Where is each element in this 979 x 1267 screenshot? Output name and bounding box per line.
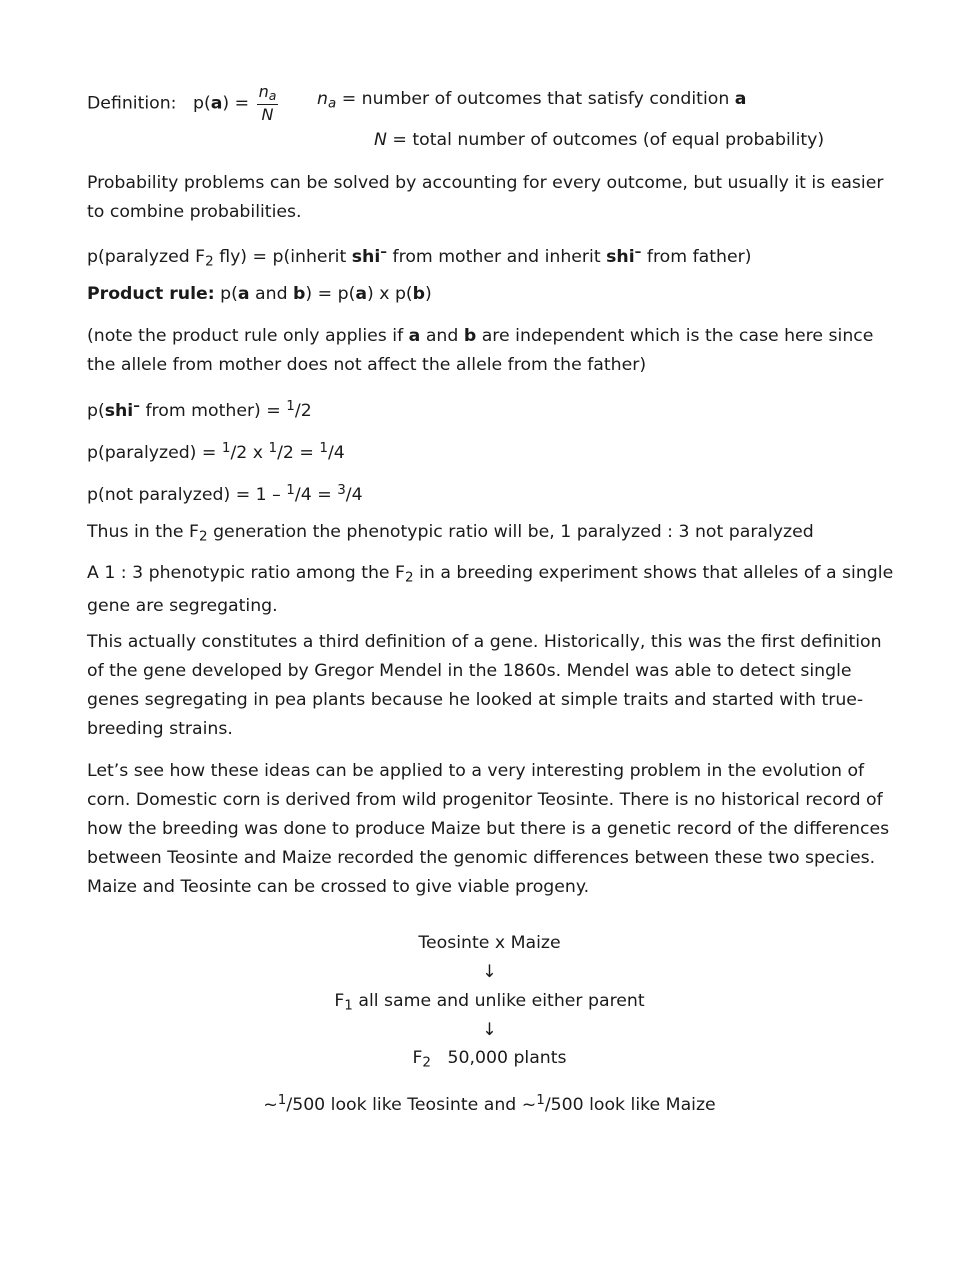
probability-fraction [257,84,279,123]
arrow-down-icon: ↓ [482,1020,497,1040]
line-paralyzed-fly [87,238,899,276]
text-segment: p( [214,284,238,304]
text-segment: – [634,244,642,260]
text-segment: 50,000 plants [431,1048,567,1068]
note-independence [87,322,899,380]
text-segment: F [412,1048,423,1068]
text-segment: a [355,284,367,304]
text-segment: n [317,89,328,109]
thus-line [87,518,899,551]
text-segment: /4 = [294,485,338,506]
p-not-paralyzed-line [87,476,899,510]
text-segment: – [380,244,388,260]
mendel-paragraph: This actually constitutes a third definition of a gene. Historically, this was the first definition of the gene developed by Gregor Mendel in the 1860s. Mendel was able to detect single genes segregating in pea plants because he looked at simple traits and started with true-breeding strains. [87,632,882,739]
text-segment: ) x p( [367,284,413,304]
cross-f2 [0,1044,979,1077]
cross-result [0,1086,979,1120]
text-segment: /2 x [230,443,269,464]
corn-paragraph: Let’s see how these ideas can be applied to a very interesting problem in the evolution of corn. Domestic corn is derived from wild progenitor Teosinte. There is no historical record of how the breeding was done to produce Maize but there is a genetic record of the differences between Teosinte and Maize recorded the genomic differences between these two species. Maize and Teosinte can be crossed to give viable progeny. [87,761,890,897]
text-segment: all same and unlike either parent [352,991,645,1011]
text-segment: 1 [277,1092,287,1108]
text-segment: /500 look like Maize [544,1095,716,1116]
text-segment: and [420,326,464,346]
text-segment: 1 [221,440,231,456]
text-segment: from father) [641,247,752,268]
product-rule-label: Product rule: [87,284,215,304]
text-segment: (note the product rule only applies if [87,326,409,346]
fraction-denominator: N [261,104,274,124]
text-segment: a [268,88,277,104]
text-segment: 1 [286,482,295,498]
text-segment: /4 [345,485,363,506]
definition-label: Definition: [87,93,177,114]
text-segment: = number of outcomes that satisfy condition [336,89,735,109]
text-segment: fly) = p(inherit [213,247,352,268]
text-segment: are independent which is the case here since the allele from mother does not affect the allele from the father) [87,326,874,375]
text-segment: and [249,284,294,304]
text-segment: a [734,89,747,109]
text-segment: ~ [263,1095,278,1116]
text-segment: 2 [405,569,414,586]
text-segment: 2 [205,253,214,270]
p-shi-line [87,392,899,426]
text-segment: 3 [337,482,346,498]
text-segment: p(paralyzed) = [87,443,222,464]
text-segment: shi [606,247,635,268]
text-segment: a [408,326,421,346]
text-segment: ) [425,284,432,304]
fraction-numerator [257,84,279,105]
product-rule-line [87,280,899,309]
arrow-down-icon: ↓ [482,962,497,982]
na-definition [317,85,917,118]
formula-prefix: p( [193,93,211,114]
text-segment: p( [87,401,105,422]
text-segment: n [258,82,269,101]
text-segment: b [463,326,477,346]
text-segment: /500 look like Teosinte and ~ [286,1095,537,1116]
text-segment: from mother and inherit [387,247,607,268]
text-segment: ) = p( [305,284,356,304]
text-segment: b [293,284,306,304]
text-segment: generation the phenotypic ratio will be, 1 paralyzed : 3 not paralyzed [207,522,814,542]
text-segment: 1 [536,1092,545,1108]
text-segment: A 1 : 3 phenotypic ratio among the F [87,563,405,583]
ratio-paragraph [87,559,899,621]
text-segment: shi [351,247,381,268]
formula-mid: ) = [222,93,250,114]
text-segment: N [374,130,387,150]
text-segment: /2 = [277,443,320,464]
text-segment: 1 [344,997,353,1014]
p-paralyzed-line [87,434,899,468]
text-segment: 1 [286,398,295,414]
text-segment: 1 [268,440,278,456]
text-segment: a [327,95,337,112]
text-segment: a [237,284,250,304]
text-segment: – [133,398,140,414]
formula-var: a [210,93,223,114]
text-segment: 2 [422,1054,431,1071]
text-segment: in a breeding experiment shows that alleles of a single gene are segregating. [87,563,894,617]
text-segment: shi [104,401,134,422]
text-segment: p(paralyzed F [87,247,206,268]
text-segment: 1 [319,440,328,456]
text-segment: 2 [199,528,208,545]
text-segment: /4 [327,443,345,464]
paragraph-combine: Probability problems can be solved by accounting for every outcome, but usually it is easier to combine probabilities. [87,173,884,222]
text-segment: p(not paralyzed) = 1 – [87,485,287,506]
text-segment: from mother) = [139,401,287,422]
N-definition [374,126,934,155]
cross-parents: Teosinte x Maize [418,933,561,953]
text-segment: Thus in the F [87,522,199,542]
text-segment: /2 [294,401,312,422]
text-segment: = total number of outcomes (of equal probability) [386,130,825,150]
text-segment: F [334,991,345,1011]
text-segment: b [412,284,426,304]
